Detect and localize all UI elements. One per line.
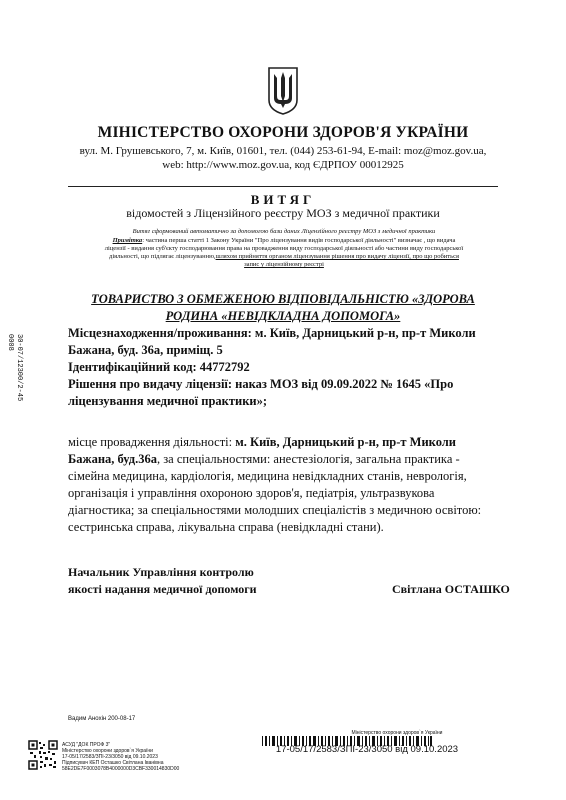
header-divider: [68, 186, 498, 187]
activity-line-6: сестринська справа, лікувальна справа (невідкладні стани).: [68, 520, 384, 534]
registration-stamp-org: Міністерство охорони здоров`я України: [351, 730, 443, 736]
side-registration-stamp: 30-07/12300/2-45 0008: [6, 334, 23, 402]
activity-line-3: сімейна медицина, кардіологія, медицина невідкладних станів, неврологія,: [68, 469, 467, 483]
qr-code-icon: [28, 740, 58, 770]
notice-line-3: діяльності, що підлягає ліцензуванню,шляхом прийняття органом ліцензування рішення про видачу ліцензії, про що робиться: [109, 253, 459, 260]
notice-line-4: запис у ліцензійному реєстрі: [244, 261, 324, 268]
notice-line-2: ліцензії - видання суб'єкту господарювання права на провадження виду господарської діяльності або частини виду господарської: [104, 245, 464, 252]
document-title: ВИТЯГ: [250, 192, 316, 207]
activity-line-1: місце провадження діяльності: м. Київ, Дарницький р-н, пр-т Миколи: [68, 435, 457, 449]
trident-emblem-icon: [266, 66, 300, 116]
author-note: Вадим Анохін 200-08-17: [68, 716, 136, 722]
decision-line-2: ліцензування медичної практики»;: [68, 394, 268, 408]
identification-code: Ідентифікаційний код: 44772792: [68, 360, 250, 374]
signer-position-2: якості надання медичної допомоги: [68, 582, 257, 596]
location-line-1: Місцезнаходження/проживання: м. Київ, Дарницький р-н, пр-т Миколи: [68, 326, 476, 340]
activity-line-4: організація і управління охороною здоров'я, педіатрія, ультразвукова: [68, 486, 435, 500]
registration-number: 17-05/17/2583/ЗПІ-23/3050 від 09.10.2023: [275, 744, 459, 755]
ministry-address: вул. М. Грушевського, 7, м. Київ, 01601, тел. (044) 253-61-94, E-mail: moz@moz.gov.ua,: [79, 145, 487, 157]
location-line-2: Бажана, буд. 36а, приміщ. 5: [68, 343, 223, 357]
activity-line-5: діагностика; за спеціальностями молодших спеціалістів з медичною освітою:: [68, 503, 482, 517]
company-name: ТОВАРИСТВО З ОБМЕЖЕНОЮ ВІДПОВІДАЛЬНІСТЮ «ЗДОРОВА РОДИНА «НЕВІДКЛАДНА ДОПОМОГА»: [91, 292, 475, 323]
document-subtitle: відомостей з Ліцензійного реєстру МОЗ з медичної практики: [126, 206, 440, 220]
decision-line-1: Рішення про видачу ліцензії: наказ МОЗ від 09.09.2022 № 1645 «Про: [68, 377, 454, 391]
signer-position-1: Начальник Управління контролю: [68, 565, 254, 579]
auto-generated-note: Витяг сформований автоматично за допомогою бази даних Ліцензійного реєстру МОЗ з медичної практики: [132, 228, 436, 235]
notice-line-1: Примітка: частина перша статті 1 Закону України "Про ліцензування видів господарської діяльності" визначає , що видача: [112, 237, 456, 244]
activity-line-2: Бажана, буд.36а, за спеціальностями: анестезіологія, загальна практика -: [68, 452, 460, 466]
signer-name: Світлана ОСТАШКО: [392, 582, 510, 596]
edo-signature-block: АСУД "ДОК ПРОФ 3" Міністерство охорони здоров`я України 17-05/17/2583/ЗПІ-23/3050 від 09.10.2023 Підписувач КЕП Осташко Світлана Іванівна 58E2DE7F0003078B4000000D3CBF330014830D00: [62, 742, 180, 772]
ministry-web: web: http://www.moz.gov.ua, код ЄДРПОУ 00012925: [162, 159, 404, 171]
ministry-title: МІНІСТЕРСТВО ОХОРОНИ ЗДОРОВ'Я УКРАЇНИ: [97, 124, 469, 141]
